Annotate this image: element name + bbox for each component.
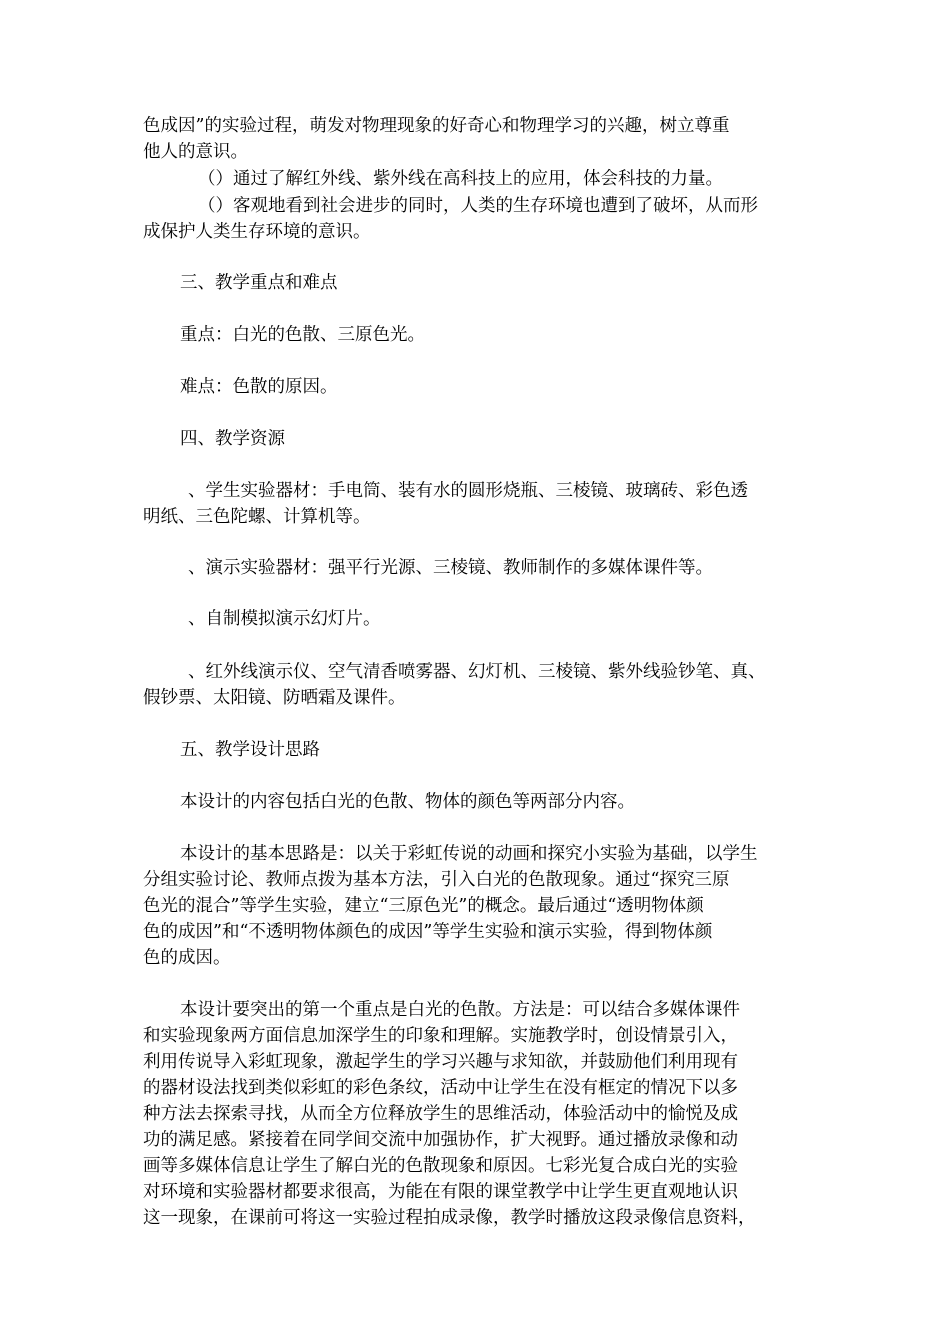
text-line: 种方法去探索寻找，从而全方位释放学生的思维活动，体验活动中的愉悦及成 [143, 1104, 738, 1124]
section-heading: 五、教学设计思路 [180, 740, 320, 760]
text-line: 他人的意识。 [143, 142, 248, 162]
text-line: 功的满足感。紧接着在同学间交流中加强协作，扩大视野。通过播放录像和动 [143, 1130, 738, 1150]
text-line: 利用传说导入彩虹现象，激起学生的学习兴趣与求知欲，并鼓励他们利用现有 [143, 1052, 738, 1072]
text-line: 、自制模拟演示幻灯片。 [188, 609, 381, 629]
text-line: 、红外线演示仪、空气清香喷雾器、幻灯机、三棱镜、紫外线验钞笔、真、 [188, 662, 766, 682]
text-line: 色光的混合”等学生实验，建立“三原色光”的概念。最后通过“透明物体颜 [143, 896, 704, 916]
text-line: 难点：色散的原因。 [180, 377, 338, 397]
text-line: （）通过了解红外线、紫外线在高科技上的应用，体会科技的力量。 [198, 169, 723, 189]
text-line: 分组实验讨论、教师点拨为基本方法，引入白光的色散现象。通过“探究三原 [143, 870, 730, 890]
text-line: （）客观地看到社会进步的同时，人类的生存环境也遭到了破坏，从而形 [198, 196, 758, 216]
section-heading: 四、教学资源 [180, 429, 285, 449]
text-line: 这一现象，在课前可将这一实验过程拍成录像，教学时播放这段录像信息资料， [143, 1208, 756, 1228]
text-line: 色的成因。 [143, 948, 231, 968]
text-line: 对环境和实验器材都要求很高，为能在有限的课堂教学中让学生更直观地认识 [143, 1182, 738, 1202]
text-line: 重点：白光的色散、三原色光。 [180, 325, 425, 345]
text-line: 、学生实验器材：手电筒、装有水的圆形烧瓶、三棱镜、玻璃砖、彩色透 [188, 481, 748, 501]
text-line: 假钞票、太阳镜、防晒霜及课件。 [143, 688, 406, 708]
section-heading: 三、教学重点和难点 [180, 273, 338, 293]
text-line: 本设计的内容包括白光的色散、物体的颜色等两部分内容。 [180, 792, 635, 812]
text-line: 成保护人类生存环境的意识。 [143, 222, 371, 242]
text-line: 画等多媒体信息让学生了解白光的色散现象和原因。七彩光复合成白光的实验 [143, 1156, 738, 1176]
text-line: 的器材设法找到类似彩虹的彩色条纹，活动中让学生在没有框定的情况下以多 [143, 1078, 738, 1098]
text-line: 色成因”的实验过程，萌发对物理现象的好奇心和物理学习的兴趣，树立尊重 [143, 116, 730, 136]
text-line: 、演示实验器材：强平行光源、三棱镜、教师制作的多媒体课件等。 [188, 558, 713, 578]
text-line: 本设计的基本思路是：以关于彩虹传说的动画和探究小实验为基础，以学生 [180, 844, 758, 864]
text-line: 明纸、三色陀螺、计算机等。 [143, 507, 371, 527]
text-line: 本设计要突出的第一个重点是白光的色散。方法是：可以结合多媒体课件 [180, 1000, 740, 1020]
text-line: 色的成因”和“不透明物体颜色的成因”等学生实验和演示实验，得到物体颜 [143, 922, 713, 942]
text-line: 和实验现象两方面信息加深学生的印象和理解。实施教学时，创设情景引入， [143, 1026, 738, 1046]
